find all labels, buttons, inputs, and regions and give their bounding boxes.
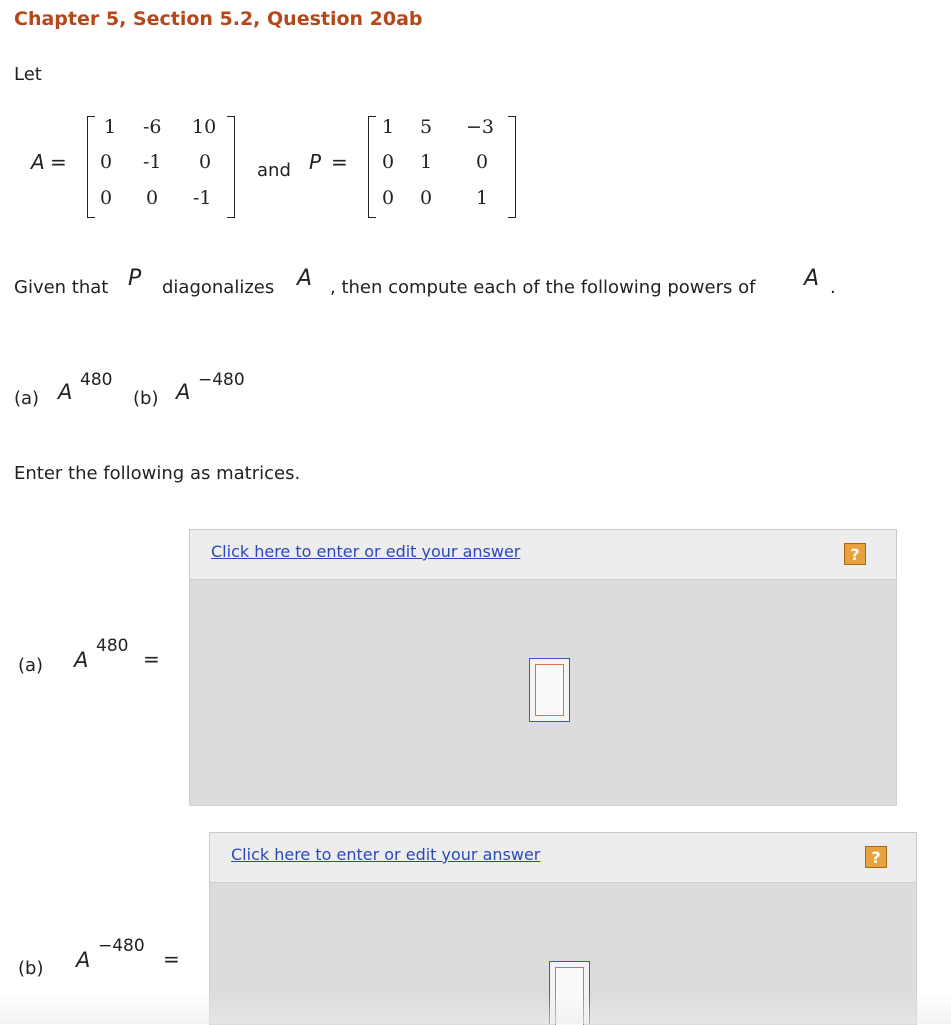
power-b-base: A (176, 380, 191, 404)
matrix-a-equals: = (50, 150, 67, 174)
answer-b-edit-link[interactable]: Click here to enter or edit your answer (231, 845, 541, 864)
matrix-a-cell: -1 (143, 151, 162, 173)
matrix-p-cell: 0 (476, 151, 489, 173)
matrix-a-cell: -6 (143, 116, 162, 138)
matrix-a-cell: -1 (193, 187, 212, 209)
let-text: Let (14, 64, 42, 85)
answer-b-base: A (76, 948, 91, 972)
matrix-p-cell: 0 (382, 151, 395, 173)
answer-b-label: (b) (18, 958, 44, 979)
answer-b-matrix-cell[interactable] (555, 967, 584, 1025)
answer-a-matrix-input[interactable] (529, 658, 570, 722)
matrix-p-cell: 5 (420, 116, 433, 138)
matrix-p-equals: = (331, 150, 348, 174)
answer-b-exponent: −480 (98, 936, 145, 956)
power-a-label: (a) (14, 388, 40, 409)
answer-a-base: A (74, 648, 89, 672)
matrix-a-cell: 0 (100, 151, 113, 173)
matrix-a-cell: 1 (104, 116, 117, 138)
instruction-text: Enter the following as matrices. (14, 463, 301, 484)
matrix-a-cell: 0 (146, 187, 159, 209)
power-a-exponent: 480 (80, 370, 113, 390)
matrix-p-cell: 1 (420, 151, 433, 173)
answer-a-matrix-cell[interactable] (535, 664, 564, 716)
left-bracket (87, 116, 95, 218)
matrix-p-cell: 1 (476, 187, 489, 209)
given-var-a2: A (804, 266, 820, 291)
power-b-label: (b) (133, 388, 159, 409)
matrix-p-cell: −3 (466, 116, 495, 138)
matrix-p-cell: 0 (382, 187, 395, 209)
and-text: and (257, 160, 291, 181)
given-var-a: A (297, 266, 313, 291)
question-title: Chapter 5, Section 5.2, Question 20ab (14, 8, 423, 30)
answer-b-equals: = (163, 947, 180, 971)
matrix-p-cell: 0 (420, 187, 433, 209)
matrix-p-equation (300, 110, 530, 220)
answer-a-edit-link[interactable]: Click here to enter or edit your answer (211, 542, 521, 561)
matrix-a-equation (0, 110, 240, 220)
power-b-exponent: −480 (198, 370, 245, 390)
matrix-a-cell: 0 (100, 187, 113, 209)
matrix-p-label: P (309, 150, 322, 174)
given-text-2: diagonalizes (162, 277, 275, 298)
given-text-3: , then compute each of the following powers of (330, 277, 756, 298)
matrix-a-label: A (31, 150, 45, 174)
given-period: . (830, 277, 836, 298)
matrix-a-cell: 0 (199, 151, 212, 173)
given-text-1: Given that (14, 277, 109, 298)
left-bracket (368, 116, 376, 218)
answer-a-equals: = (143, 647, 160, 671)
answer-a-help-button[interactable]: ? (844, 543, 866, 565)
answer-a-exponent: 480 (96, 636, 129, 656)
right-bracket (508, 116, 516, 218)
answer-a-label: (a) (18, 655, 44, 676)
matrix-a-cell: 10 (192, 116, 217, 138)
given-var-p: P (128, 266, 142, 291)
answer-b-matrix-input[interactable] (549, 961, 590, 1024)
answer-b-help-button[interactable]: ? (865, 846, 887, 868)
right-bracket (227, 116, 235, 218)
power-a-base: A (58, 380, 73, 404)
matrix-p-cell: 1 (382, 116, 395, 138)
